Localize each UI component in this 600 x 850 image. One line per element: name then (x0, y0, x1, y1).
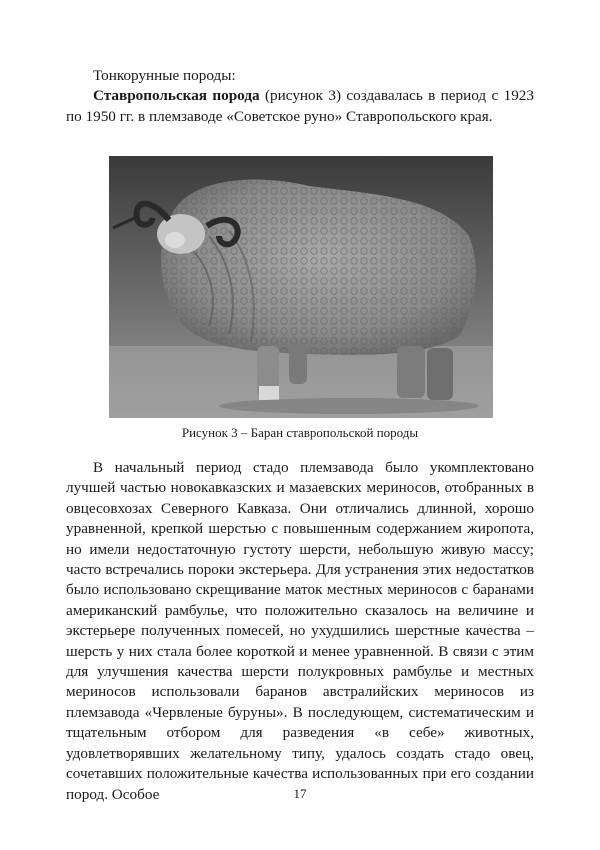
intro-paragraph (66, 86, 534, 127)
ram-photo (109, 156, 493, 418)
heading-block (66, 66, 534, 127)
body-paragraph: В начальный период стадо племзавода было укомплектовано лучшей частью новокавказских и мазаевских мериносов, отобранных в овцесовхозах Северного Кавказа. Они отличались длинной, хорошо уравненной, крепкой шерстью с повышенным содержанием жиропота, но имели недостаточную густоту шерсти, небольшую живую массу; часто встречались пороки экстерьера. Для устранения этих недостатков было использовано скрещивание маток местных мериносов с баранами американский рамбулье, что положительно сказалось на величине и экстерьере полученных помесей, но ухудшились шерстные качества – шерсть у них стала более короткой и менее уравненной. В связи с этим для улучшения качества шерсти полукровных рамбулье и местных мериносов использовали баранов австралийских мериносов из племзавода «Червленые буруны». В последующем, систематическим и тщательным отбором для разведения «в себе» животных, удовлетворявших желательному типу, удалось создать стадо овец, сочетавших положительные качества использованных при его создании пород. Особое (66, 459, 534, 803)
intro-rest: (рисунок 3) создавалась в период с 1923 по 1950 гг. в племзаводе «Советское руно» Ставропольского края. (66, 87, 534, 125)
figure-caption: Рисунок 3 – Баран ставропольской породы (181, 425, 419, 440)
section-label: Тонкорунные породы: (93, 67, 236, 84)
body-text (66, 458, 534, 805)
page-number: 17 (293, 786, 307, 801)
breed-name: Ставропольская порода (93, 87, 260, 105)
